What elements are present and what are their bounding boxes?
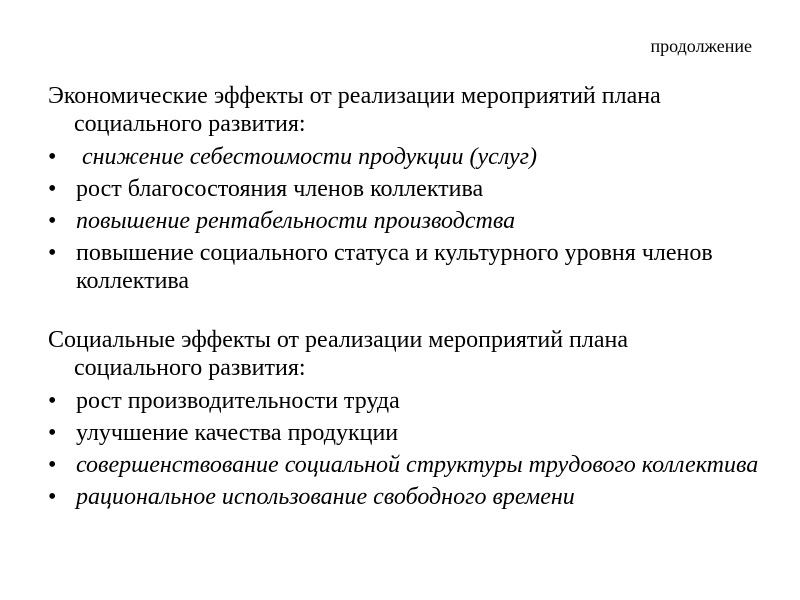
bullet-icon: • <box>48 420 57 446</box>
list-item-text: совершенствование социальной структуры трудового коллектива <box>76 452 759 478</box>
list-item <box>48 143 760 171</box>
bullet-icon: • <box>48 484 57 510</box>
list-item-text: повышение социального статуса и культурного уровня членов коллектива <box>76 240 713 294</box>
list-item <box>48 451 760 479</box>
list-item-text: рост производительности труда <box>76 388 400 414</box>
bullet-icon: • <box>48 452 57 478</box>
bullet-icon: • <box>48 388 57 414</box>
list-item-text: снижение себестоимости продукции (услуг) <box>82 144 537 170</box>
list-item <box>48 239 760 295</box>
bullet-icon: • <box>48 176 57 202</box>
list-item-text: улучшение качества продукции <box>76 420 399 446</box>
list-item <box>48 175 760 203</box>
list-item-text: рациональное использование свободного времени <box>76 484 575 510</box>
bullet-icon: • <box>48 208 57 234</box>
social-effects-list <box>48 387 760 511</box>
bullet-icon: • <box>48 240 57 266</box>
bullet-icon: • <box>48 144 57 170</box>
list-item-text: рост благосостояния членов коллектива <box>76 176 484 202</box>
economic-effects-section <box>48 82 760 299</box>
list-item-text: повышение рентабельности производства <box>76 208 516 234</box>
social-effects-section <box>48 326 760 515</box>
continuation-label: продолжение <box>650 36 752 56</box>
list-item <box>48 207 760 235</box>
list-item <box>48 483 760 511</box>
list-item <box>48 419 760 447</box>
social-effects-heading: Социальные эффекты от реализации мероприятий плана социального развития: <box>48 327 629 381</box>
economic-effects-heading: Экономические эффекты от реализации мероприятий плана социального развития: <box>48 83 661 137</box>
list-item <box>48 387 760 415</box>
economic-effects-list <box>48 143 760 295</box>
